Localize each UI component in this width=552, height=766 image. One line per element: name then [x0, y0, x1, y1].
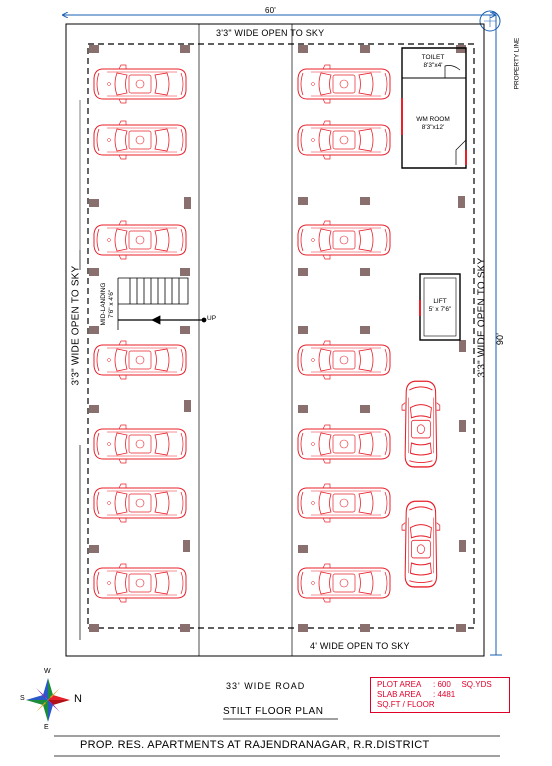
slab-area-label: SLAB AREA [377, 690, 422, 699]
height-dimension-label: 90' [495, 332, 505, 346]
toilet-name: TOILET [421, 54, 445, 61]
lift-size: 5' x 7'6" [428, 306, 452, 313]
road-label: 33' WIDE ROAD [226, 681, 306, 691]
area-info-box [370, 677, 510, 713]
plan-title: STILT FLOOR PLAN [223, 706, 324, 717]
property-line-marker [480, 11, 500, 31]
mid-landing-label [100, 274, 116, 334]
wm-room-size: 8'3"x12' [421, 124, 445, 131]
plot-area-unit: SQ.YDS [461, 680, 492, 689]
lift-name: LIFT [433, 298, 447, 305]
top-open-to-sky-label: 3'3" WIDE OPEN TO SKY [216, 28, 325, 38]
compass-e: E [44, 724, 49, 731]
slab-area-value: 4481 [437, 690, 456, 699]
compass-s: S [20, 695, 25, 702]
compass-w: W [44, 668, 51, 675]
project-title: PROP. RES. APARTMENTS AT RAJENDRANAGAR, R.R.DISTRICT [80, 739, 430, 751]
plot-area-row: PLOT AREA : 600 SQ.YDS [377, 680, 492, 689]
property-line-label: PROPERTY LINE [513, 37, 521, 90]
slab-area-unit: SQ.FT / FLOOR [377, 700, 435, 709]
stair-up-label: UP [207, 315, 217, 322]
wm-room-name: WM ROOM [416, 116, 450, 123]
toilet-room-label [412, 54, 454, 70]
bottom-open-to-sky-label: 4' WIDE OPEN TO SKY [310, 641, 410, 651]
mid-landing-name: MID-LANDING [100, 282, 107, 326]
mid-landing-size: 7'6" x 4'6" [108, 289, 115, 319]
toilet-size: 8'3"x4' [423, 62, 443, 69]
compass-rose [26, 678, 70, 722]
car-group-vertical [402, 381, 440, 587]
width-dimension-label: 60' [265, 6, 277, 15]
lift-label [424, 298, 456, 314]
columns [89, 45, 466, 632]
left-open-to-sky-label: 3'3" WIDE OPEN TO SKY [70, 265, 82, 386]
plot-area-value: 600 [437, 680, 451, 689]
wm-room-label [408, 116, 458, 132]
slab-area-row: SLAB AREA : 4481SQ.FT / FLOOR [377, 690, 503, 710]
car-group-right [298, 65, 390, 602]
compass-n: N [74, 693, 82, 705]
plot-area-label: PLOT AREA [377, 680, 422, 689]
right-open-to-sky-label: 3'3" WIDE OPEN TO SKY [476, 257, 488, 378]
staircase [118, 278, 206, 330]
